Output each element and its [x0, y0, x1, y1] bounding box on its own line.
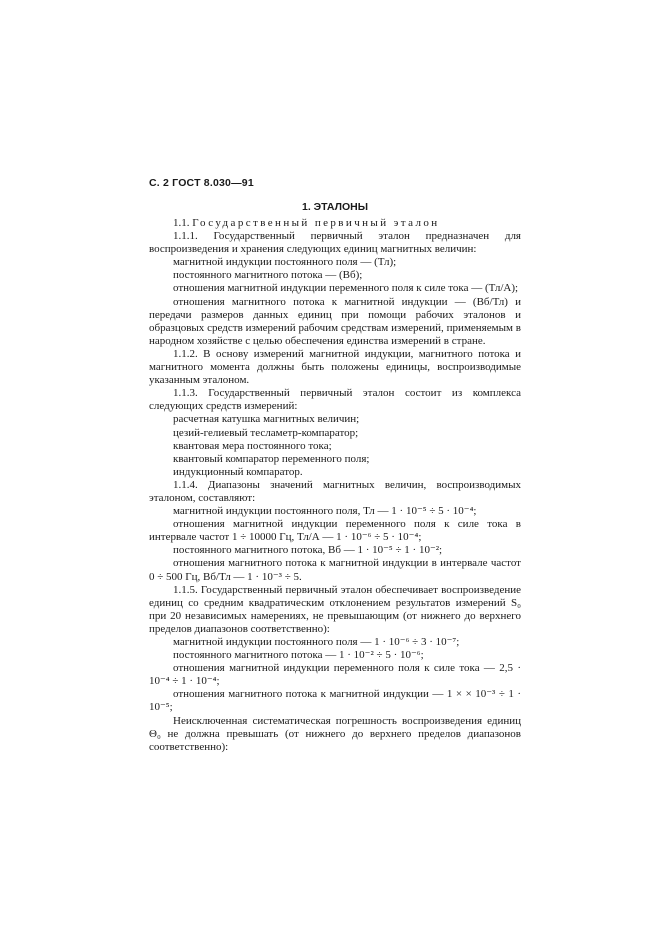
paragraph: магнитной индукции постоянного поля, Тл — 1 · 10⁻⁵ ÷ 5 · 10⁻⁴; — [173, 505, 477, 518]
paragraph: цезий-гелиевый тесламетр-компаратор; — [173, 426, 359, 439]
paragraph: отношения магнитного потока к магнитной индукции — (Вб/Тл) и передачи размеров данных единиц при помощи рабочих эталонов и образцовых средств измерений рабочим средствам измерений, применяемым в народном хозяйстве с целью обеспечения единства измерений в стране. — [149, 295, 521, 347]
paragraph: отношения магнитной индукции переменного поля к силе тока — 2,5 · 10⁻⁴ ÷ 1 · 10⁻⁴; — [149, 662, 521, 688]
clause-heading — [149, 217, 521, 230]
paragraph: магнитной индукции постоянного поля — 1 · 10⁻⁶ ÷ 3 · 10⁻⁷; — [173, 636, 460, 648]
paragraph: отношения магнитного потока к магнитной индукции в интервале частот 0 ÷ 500 Гц, Вб/Тл — 1 · 10⁻³ ÷ 5. — [149, 557, 521, 583]
paragraph: квантовая мера постоянного тока; — [173, 439, 332, 452]
paragraph: постоянного магнитного потока — (Вб); — [173, 269, 363, 282]
paragraph: 1.1.2. В основу измерений магнитной индукции, магнитного потока и магнитного момента должны быть положены единицы, воспроизводимые указанным эталоном. — [149, 347, 521, 387]
paragraph: 1.1.5. Государственный первичный эталон обеспечивает воспроизведение единиц со средним квадратическим отклонением результатов измерений S₀ при 20 независимых намерениях, не превышающим (от нижнего до верхнего пределов диапазонов соответственно): — [149, 583, 521, 635]
paragraph: 1.1.4. Диапазоны значений магнитных величин, воспроизводимых эталоном, составляют: — [149, 478, 521, 504]
paragraph: расчетная катушка магнитных величин; — [173, 413, 360, 426]
paragraph: 1.1.3. Государственный первичный эталон состоит из комплекса следующих средств измерений: — [149, 387, 521, 413]
page-header: С. 2 ГОСТ 8.030—91 — [149, 177, 254, 189]
clause-number: 1.1. — [173, 217, 190, 229]
document-body — [149, 217, 521, 754]
paragraph: индукционный компаратор. — [173, 465, 303, 478]
paragraph: Неисключенная систематическая погрешность воспроизведения единиц Θ₀ не должна превышать (от нижнего до верхнего пределов диапазонов соответственно): — [149, 714, 521, 753]
paragraph: постоянного магнитного потока — 1 · 10⁻² ÷ 5 · 10⁻⁶; — [173, 649, 424, 662]
clause-title: Государственный первичный эталон — [192, 217, 440, 229]
paragraph: отношения магнитного потока к магнитной индукции — 1 × × 10⁻³ ÷ 1 · 10⁻⁵; — [149, 688, 521, 714]
paragraph: отношения магнитной индукции переменного поля к силе тока в интервале частот 1 ÷ 10000 Гц, Тл/А — 1 · 10⁻⁶ ÷ 5 · 10⁻⁴; — [149, 518, 521, 544]
paragraph: квантовый компаратор переменного поля; — [173, 452, 370, 465]
paragraph: отношения магнитной индукции переменного поля к силе тока — (Тл/А); — [173, 282, 519, 295]
section-title: 1. ЭТАЛОНЫ — [301, 201, 368, 213]
paragraph: 1.1.1. Государственный первичный эталон предназначен для воспроизведения и хранения следующих единиц магнитных величин: — [149, 230, 521, 256]
paragraph: постоянного магнитного потока, Вб — 1 · 10⁻⁵ ÷ 1 · 10⁻²; — [173, 544, 443, 557]
paragraph: магнитной индукции постоянного поля — (Тл); — [173, 256, 397, 269]
